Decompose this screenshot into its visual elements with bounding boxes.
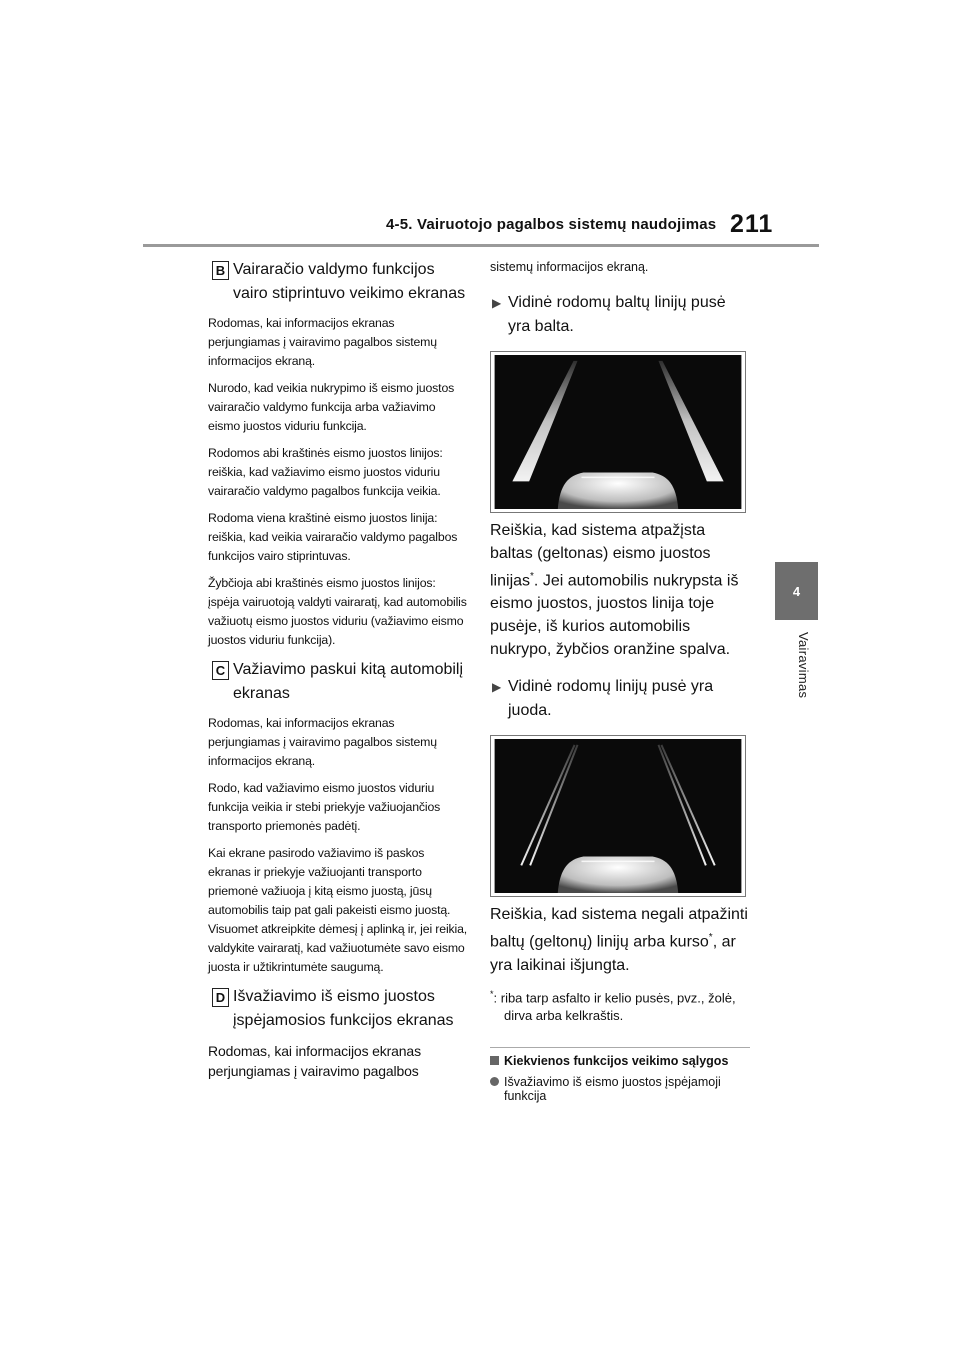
- continuation-text: sistemų informacijos ekraną.: [490, 260, 649, 274]
- chapter-tab: 4: [775, 562, 818, 620]
- lane-display-black-svg: [494, 739, 742, 893]
- lane-display-illustration-black: [490, 735, 746, 897]
- header-divider: [143, 244, 819, 247]
- lane-display-illustration-white: [490, 351, 746, 513]
- bullet-text: Vidinė rodomų baltų linijų pusė yra balta.: [508, 294, 726, 335]
- section-d-title: Išvažiavimo iš eismo juostos įspėjamosios funkcijos ekranas: [233, 988, 454, 1029]
- info-item: [490, 1075, 750, 1103]
- footnote-marker: *: [530, 571, 534, 582]
- section-d-paragraph: Rodomas, kai informacijos ekranas perjungiamas į vairavimo pagalbos: [208, 1043, 421, 1079]
- right-column: [490, 258, 750, 1103]
- explanation-white: [490, 519, 750, 661]
- circle-bullet-icon: [490, 1077, 499, 1086]
- info-divider: [490, 1047, 750, 1048]
- footnote-marker: *: [708, 932, 713, 944]
- section-c-heading: [208, 658, 468, 706]
- section-b-heading: [208, 258, 468, 306]
- section-b-title: Vairaračio valdymo funkcijos vairo stiprintuvo veikimo ekranas: [233, 261, 466, 302]
- footnote-text: : riba tarp asfalto ir kelio pusės, pvz., žolė, dirva arba kelkraštis.: [493, 989, 736, 1023]
- section-b-paragraph: Žybčioja abi kraštinės eismo juostos linijos: įspėja vairuotoją valdyti vairaratį, kad automobilis važiuotų eismo juostos viduriu (važiavimo eismo juostos viduriu funkcija).: [208, 576, 467, 647]
- bullet-text: Vidinė rodomų linijų pusė yra juoda.: [508, 678, 714, 720]
- square-bullet-icon: [490, 1056, 499, 1065]
- section-c-badge: C: [212, 661, 229, 680]
- section-d-badge: D: [212, 988, 229, 1007]
- explanation-white-text: Reiškia, kad sistema atpažįsta baltas (geltonas) eismo juostos linijas: [490, 522, 711, 590]
- chapter-label: Vairavimas: [796, 632, 811, 699]
- bullet-inner-black: [490, 675, 750, 723]
- section-c-paragraph: Rodo, kad važiavimo eismo juostos viduriu funkcija veikia ir stebi priekyje važiuojančios transporto priemonės padėtį.: [208, 781, 441, 833]
- footnote-mark: *: [490, 988, 494, 999]
- page-number: 211: [730, 210, 774, 238]
- explanation-black-text-end: , ar yra laikinai išjungta.: [490, 933, 736, 974]
- explanation-white-text-end: . Jei automobilis nukrypsta iš eismo juostos, juostos linija toje pusėje, iš kurios automobilis nukrypo, žybčios oranžine spalva.: [490, 572, 739, 659]
- footnote: [490, 985, 750, 1025]
- section-c-paragraph: Rodomas, kai informacijos ekranas perjungiamas į vairavimo pagalbos sistemų informacijos ekraną.: [208, 716, 437, 768]
- info-heading-text: Kiekvienos funkcijos veikimo sąlygos: [504, 1053, 729, 1068]
- section-c-title: Važiavimo paskui kitą automobilį ekranas: [233, 661, 464, 702]
- info-heading: [490, 1054, 750, 1068]
- bullet-inner-white: [490, 291, 750, 339]
- lane-display-white-svg: [494, 355, 742, 509]
- triangle-right-icon: ▶: [492, 680, 502, 695]
- explanation-black-text: Reiškia, kad sistema negali atpažinti baltų (geltonų) linijų arba kurso: [490, 906, 748, 951]
- section-b-paragraph: Nurodo, kad veikia nukrypimo iš eismo juostos vairaračio valdymo funkcija arba važiavimo eismo juostos viduriu funkcija.: [208, 381, 455, 433]
- triangle-right-icon: ▶: [492, 296, 502, 310]
- section-b-badge: B: [212, 261, 229, 280]
- section-b-paragraph: Rodoma viena kraštinė eismo juostos linija: reiškia, kad veikia vairaračio valdymo pagalbos funkcijos vairo stiprintuvas.: [208, 511, 458, 563]
- section-b-paragraph: Rodomas, kai informacijos ekranas perjungiamas į vairavimo pagalbos sistemų informacijos ekraną.: [208, 316, 437, 368]
- section-header-title: 4-5. Vairuotojo pagalbos sistemų naudojimas: [386, 216, 717, 233]
- section-b-paragraph: Rodomos abi kraštinės eismo juostos linijos: reiškia, kad važiavimo eismo juostos viduriu vairaračio valdymo pagalbos funkcija veikia.: [208, 446, 443, 498]
- info-item-text: Išvažiavimo iš eismo juostos įspėjamoji funkcija: [504, 1074, 721, 1103]
- left-column: [208, 258, 468, 1089]
- explanation-black: [490, 903, 750, 976]
- section-d-heading: [208, 985, 468, 1033]
- section-c-paragraph: Kai ekrane pasirodo važiavimo iš paskos ekranas ir priekyje važiuojanti transporto priemonė važiuoja į kitą eismo juostą, jūsų automobilis taip pat gali pakeisti eismo juostą. Visuomet atkreipkite dėmesį į aplinką ir, jei reikia, valdykite vairaratį, kad važiuotumėte savo eismo juosta ir užtikrintumėte saugumą.: [208, 846, 468, 974]
